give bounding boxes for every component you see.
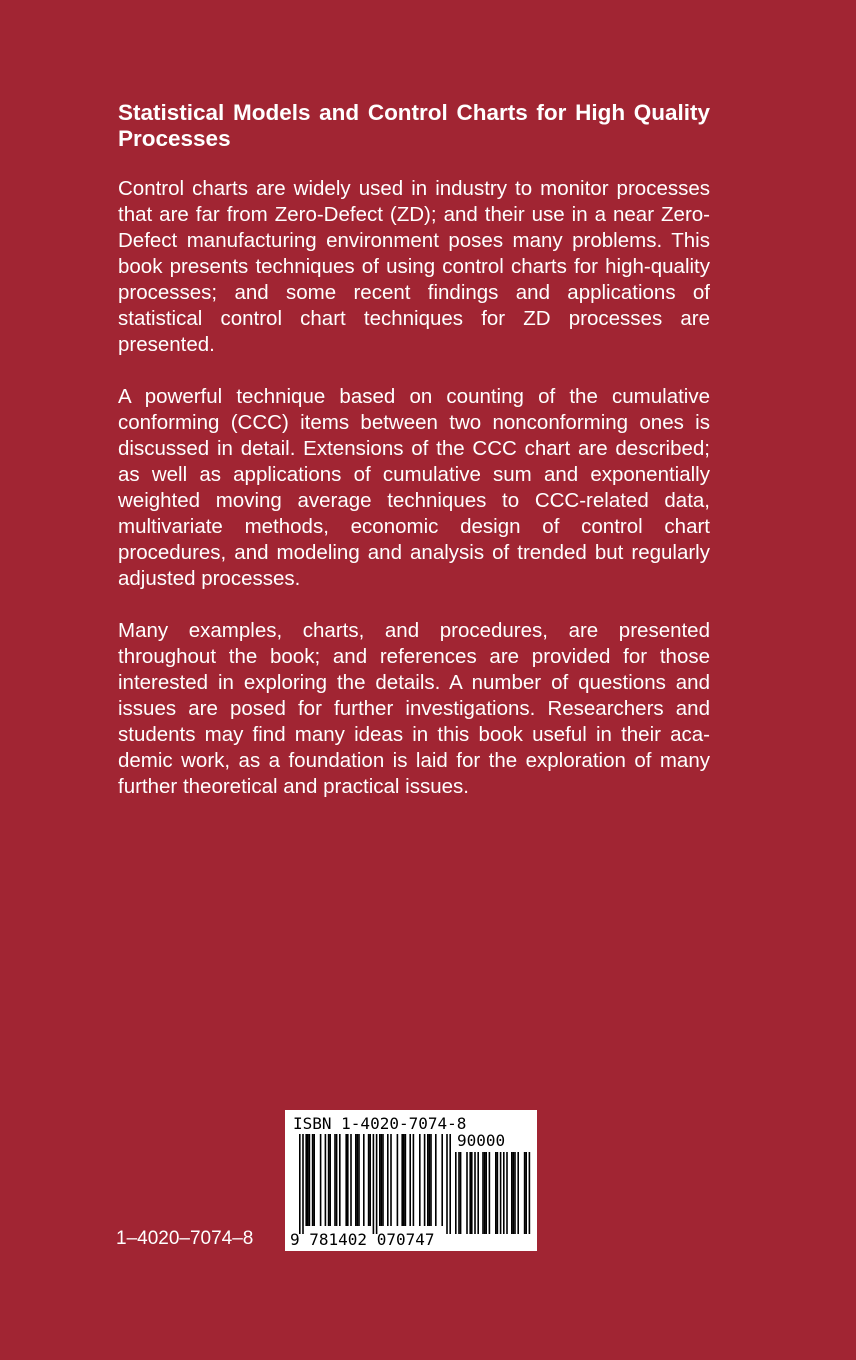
barcode-bar: [355, 1134, 357, 1226]
barcode-addon-bar: [469, 1152, 471, 1234]
description-paragraph-3: Many examples, charts, and procedures, are presented throughout the book; and references are provided for those interested in exploring the details. A number of questions and issues are posed for further investigations. Researchers and students may find many ideas in this book useful in their academic work, as a foundation is laid for the exploration of many further theoretical and practical issues.: [118, 619, 710, 798]
barcode-addon-bar: [506, 1152, 508, 1234]
barcode-addon-bar: [458, 1152, 460, 1234]
barcode-addon-bar: [477, 1152, 479, 1234]
barcode-bar: [441, 1134, 443, 1226]
barcode-bar: [413, 1134, 415, 1226]
barcode-bar: [376, 1134, 378, 1234]
barcode-bar: [363, 1134, 365, 1226]
barcode-addon-bar: [484, 1152, 486, 1234]
barcode-ean-number: 9 781402 070747: [290, 1230, 435, 1249]
barcode-main-bars: [299, 1134, 451, 1234]
barcode-bar: [325, 1134, 327, 1226]
barcode-bar: [313, 1134, 315, 1226]
barcode-addon-bar: [489, 1152, 491, 1234]
barcode-bar: [379, 1134, 381, 1226]
barcode-bar: [449, 1134, 451, 1234]
barcode-bar: [435, 1134, 437, 1226]
barcode-addon-bar: [455, 1152, 457, 1234]
book-title: Statistical Models and Control Charts for High Quality Processes: [118, 100, 710, 151]
barcode-addon-bar: [495, 1152, 497, 1234]
barcode-addon-bar: [485, 1152, 487, 1234]
barcode-bar: [309, 1134, 311, 1226]
barcode-bar: [429, 1134, 431, 1226]
barcode-addon-bar: [503, 1152, 505, 1234]
barcode-bar: [320, 1134, 322, 1226]
barcode-bar: [369, 1134, 371, 1226]
barcode-bar: [390, 1134, 392, 1226]
back-cover-text: [118, 100, 710, 826]
barcode-bar: [446, 1134, 448, 1234]
barcode-bar: [307, 1134, 309, 1226]
barcode-addon-bar: [517, 1152, 519, 1234]
barcode-bar: [345, 1134, 347, 1226]
barcode-bar: [382, 1134, 384, 1226]
barcode-bar: [302, 1134, 304, 1234]
barcode-addon-bar: [529, 1152, 531, 1234]
barcode-bar: [329, 1134, 331, 1226]
barcode-addon-bar: [511, 1152, 513, 1234]
barcode-bar: [334, 1134, 336, 1226]
barcode-bar: [427, 1134, 429, 1226]
barcode-bar: [381, 1134, 383, 1226]
barcode-addon-bar: [513, 1152, 515, 1234]
barcode-addon-bar: [514, 1152, 516, 1234]
barcode-addon-bar: [474, 1152, 476, 1234]
barcode-graphic: [285, 1110, 537, 1251]
barcode-addon-bar: [460, 1152, 462, 1234]
barcode-bar: [357, 1134, 359, 1226]
barcode-bar: [387, 1134, 389, 1226]
description-paragraph-1: Control charts are widely used in industry to monitor processes that are far from Zero-Defect (ZD); and their use in a near Zero-Defect manufacturing environment poses many problems. This book presents techniques of using control charts for high-quality processes; and some recent findings and applications of statistical control chart techniques for ZD processes are presented.: [118, 177, 710, 356]
barcode-bar: [328, 1134, 330, 1226]
barcode-bar: [358, 1134, 360, 1226]
barcode-bar: [305, 1134, 307, 1226]
barcode-addon-bar: [497, 1152, 499, 1234]
barcode-bar: [312, 1134, 314, 1226]
barcode-bar: [401, 1134, 403, 1226]
barcode-addon-bars: [455, 1152, 530, 1234]
description-paragraph-2: A powerful technique based on counting of the cumulative conforming (CCC) items between two nonconforming ones is discussed in detail. Extensions of the CCC chart are described; as well as applications of cumulative sum and exponentially weighted moving average techniques to CCC-​related data, multivariate methods, economic design of control chart procedures, and modeling and analysis of trended but regularly adjusted processes.: [118, 385, 710, 590]
barcode-bar: [347, 1134, 349, 1226]
barcode-bar: [299, 1134, 301, 1234]
barcode-addon-bar: [500, 1152, 502, 1234]
barcode-bar: [424, 1134, 426, 1226]
barcode-addon-bar: [482, 1152, 484, 1234]
barcode-addon-bar: [471, 1152, 473, 1234]
barcode-bar: [409, 1134, 411, 1226]
isbn-number: 1–4020–7074–8: [116, 1228, 254, 1249]
barcode-bar: [403, 1134, 405, 1226]
barcode: [285, 1110, 537, 1251]
barcode-bar: [430, 1134, 432, 1226]
barcode-addon-bar: [466, 1152, 468, 1234]
barcode-bar: [336, 1134, 338, 1226]
barcode-bar: [339, 1134, 341, 1226]
barcode-bar: [397, 1134, 399, 1226]
barcode-bar: [350, 1134, 352, 1226]
barcode-bar: [373, 1134, 375, 1234]
barcode-bar: [405, 1134, 407, 1226]
barcode-price-code: 90000: [457, 1131, 506, 1150]
barcode-addon-bar: [524, 1152, 526, 1234]
barcode-bar: [368, 1134, 370, 1226]
barcode-isbn-label: ISBN 1-4020-7074-8: [293, 1114, 467, 1133]
barcode-bar: [419, 1134, 421, 1226]
barcode-addon-bar: [525, 1152, 527, 1234]
